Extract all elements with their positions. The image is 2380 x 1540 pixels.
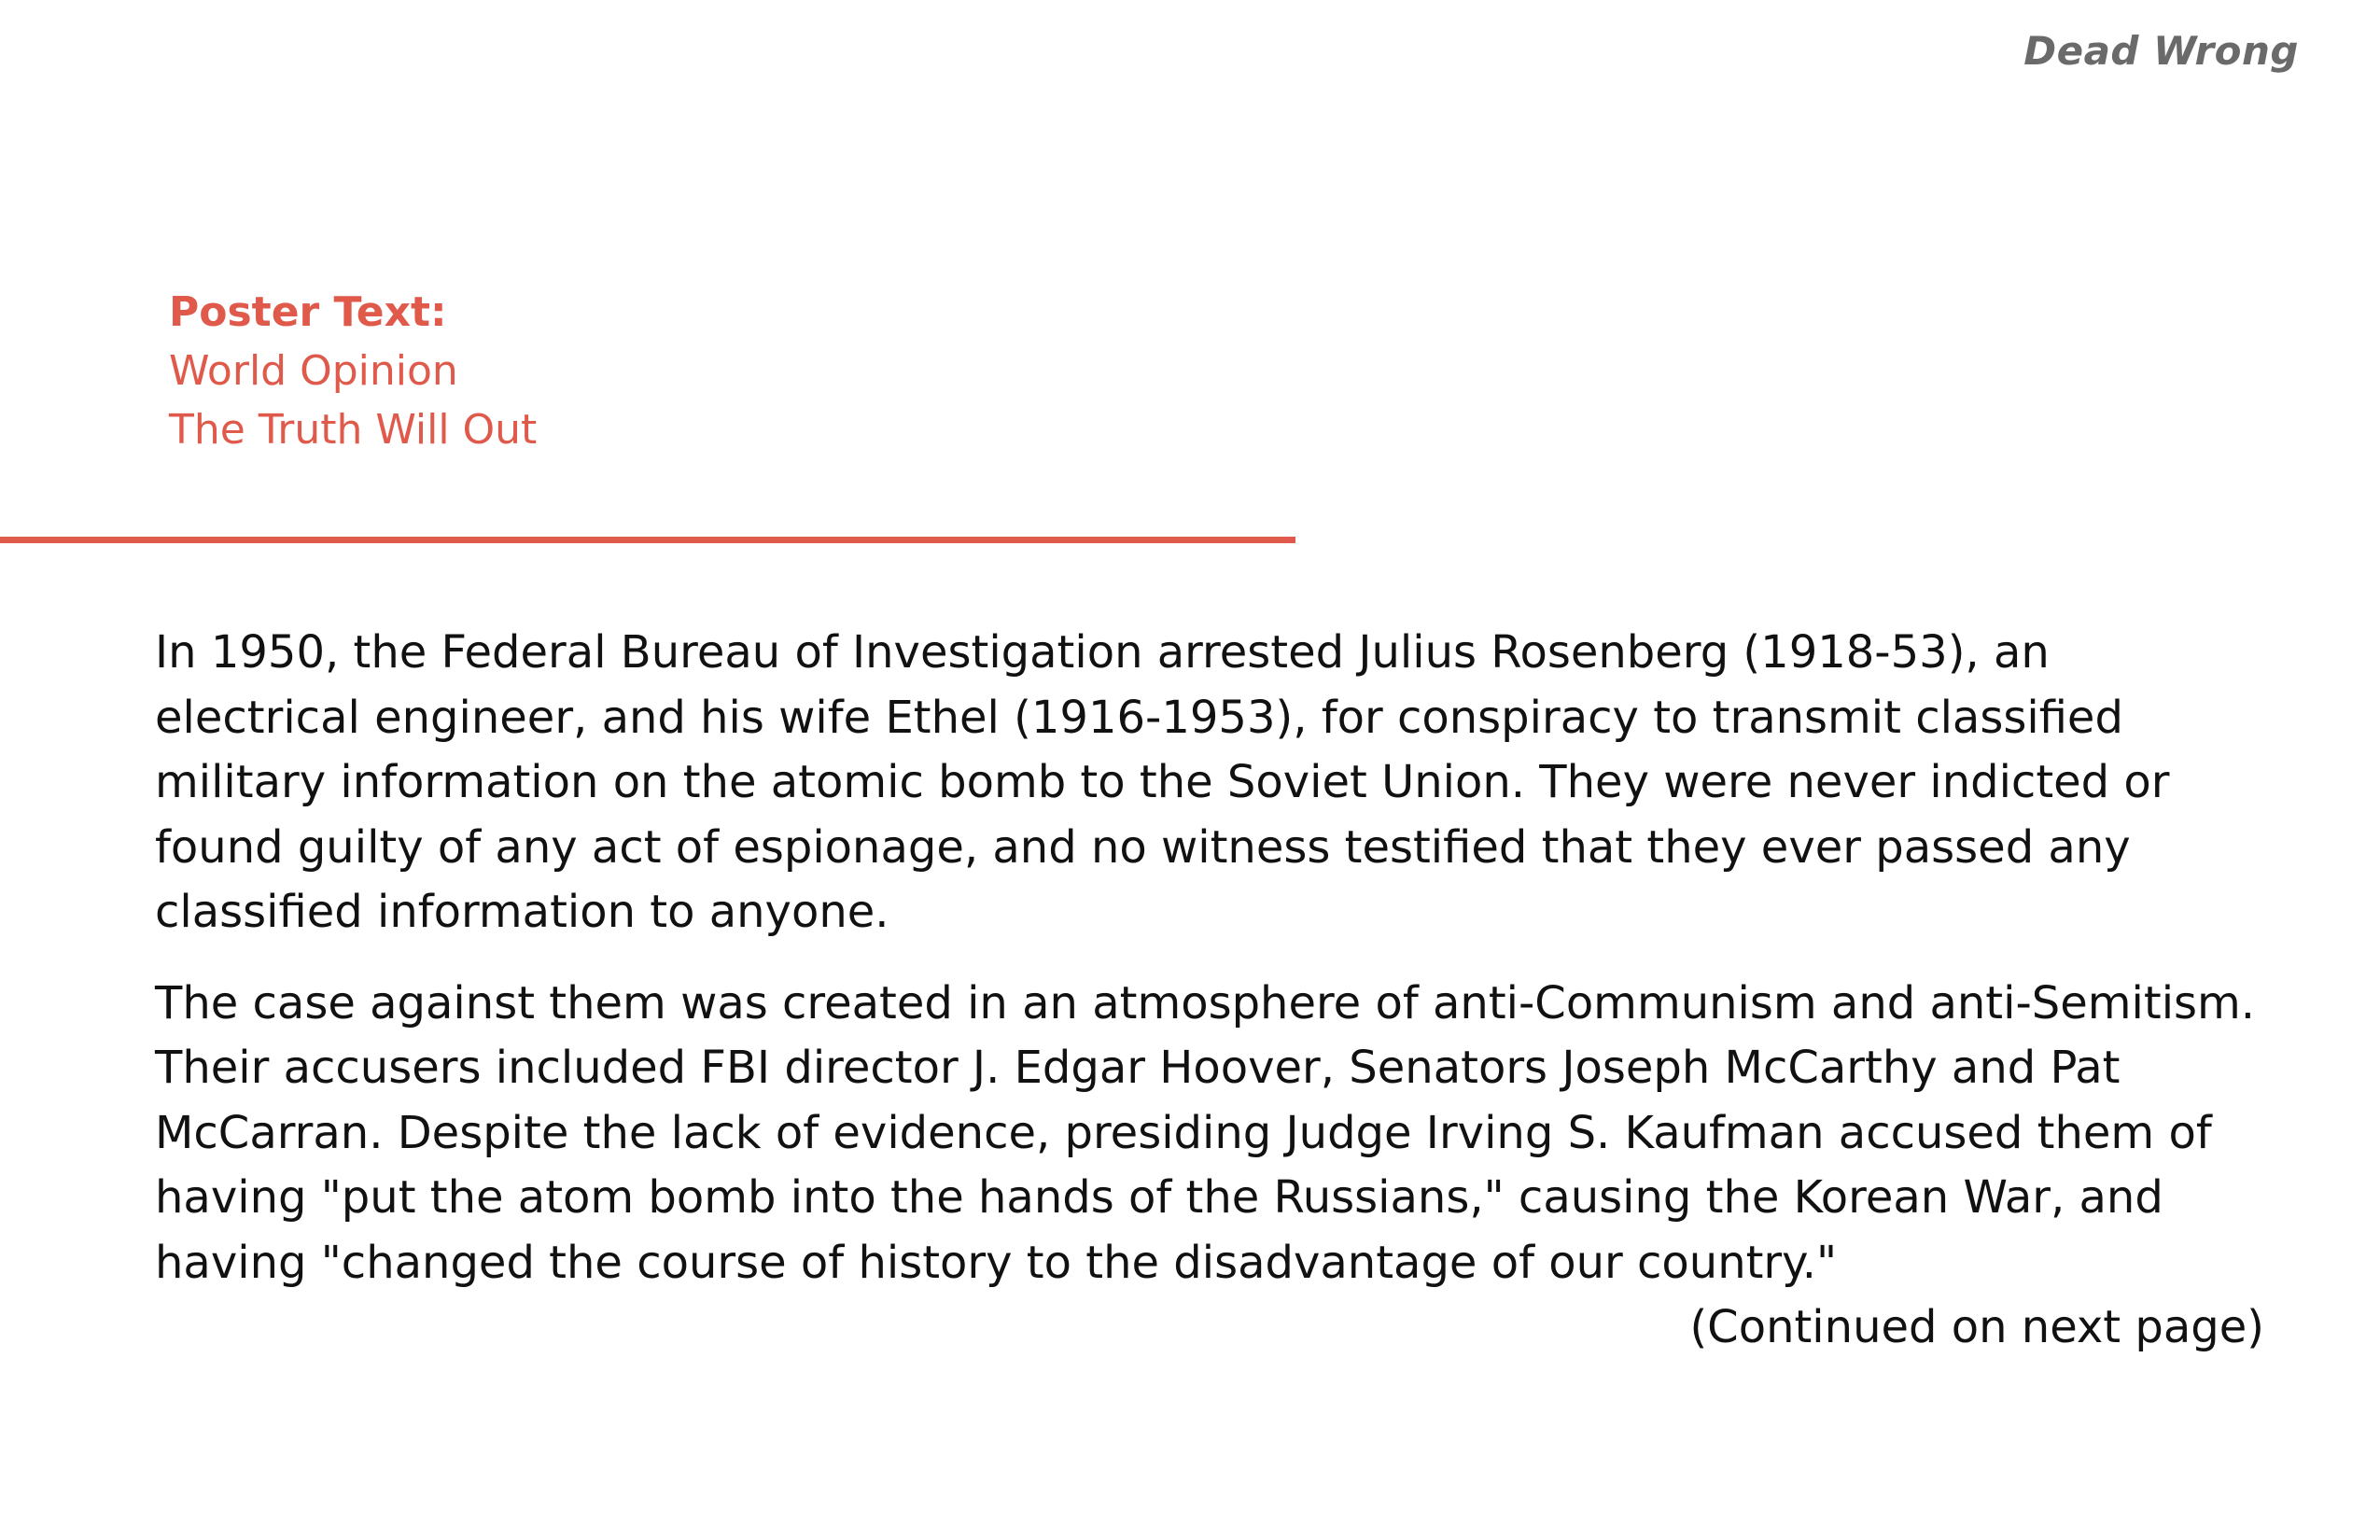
body-paragraph-2: The case against them was created in an atmosphere of anti-Communism and anti-Semitism. Their accusers included FBI director J. Edgar Hoover, Senators Joseph McCarthy and Pat McCarran. Despite the lack of evidence, presiding Judge Irving S. Kaufman accused them of having "put the atom bomb into the hands of the Russians," causing the Korean War, and having "changed the course of history to the disadvantage of our country." — [155, 976, 2256, 1289]
section-divider — [0, 537, 1295, 543]
poster-text-line-1: World Opinion — [169, 347, 458, 395]
body-text — [155, 621, 2264, 1387]
poster-text-label: Poster Text: — [169, 288, 447, 336]
continued-note: (Continued on next page) — [1689, 1301, 2264, 1353]
running-header-title: Dead Wrong — [2023, 28, 2299, 74]
body-paragraph-1: In 1950, the Federal Bureau of Investigation arrested Julius Rosenberg (1918-53), an electrical engineer, and his wife Ethel (1916-1953), for conspiracy to transmit classified military information on the atomic bomb to the Soviet Union. They were never indicted or found guilty of any act of espionage, and no witness testified that they ever passed any classified information to anyone. — [155, 626, 2170, 938]
poster-text-line-2: The Truth Will Out — [169, 406, 538, 454]
poster-text-block — [169, 283, 537, 459]
